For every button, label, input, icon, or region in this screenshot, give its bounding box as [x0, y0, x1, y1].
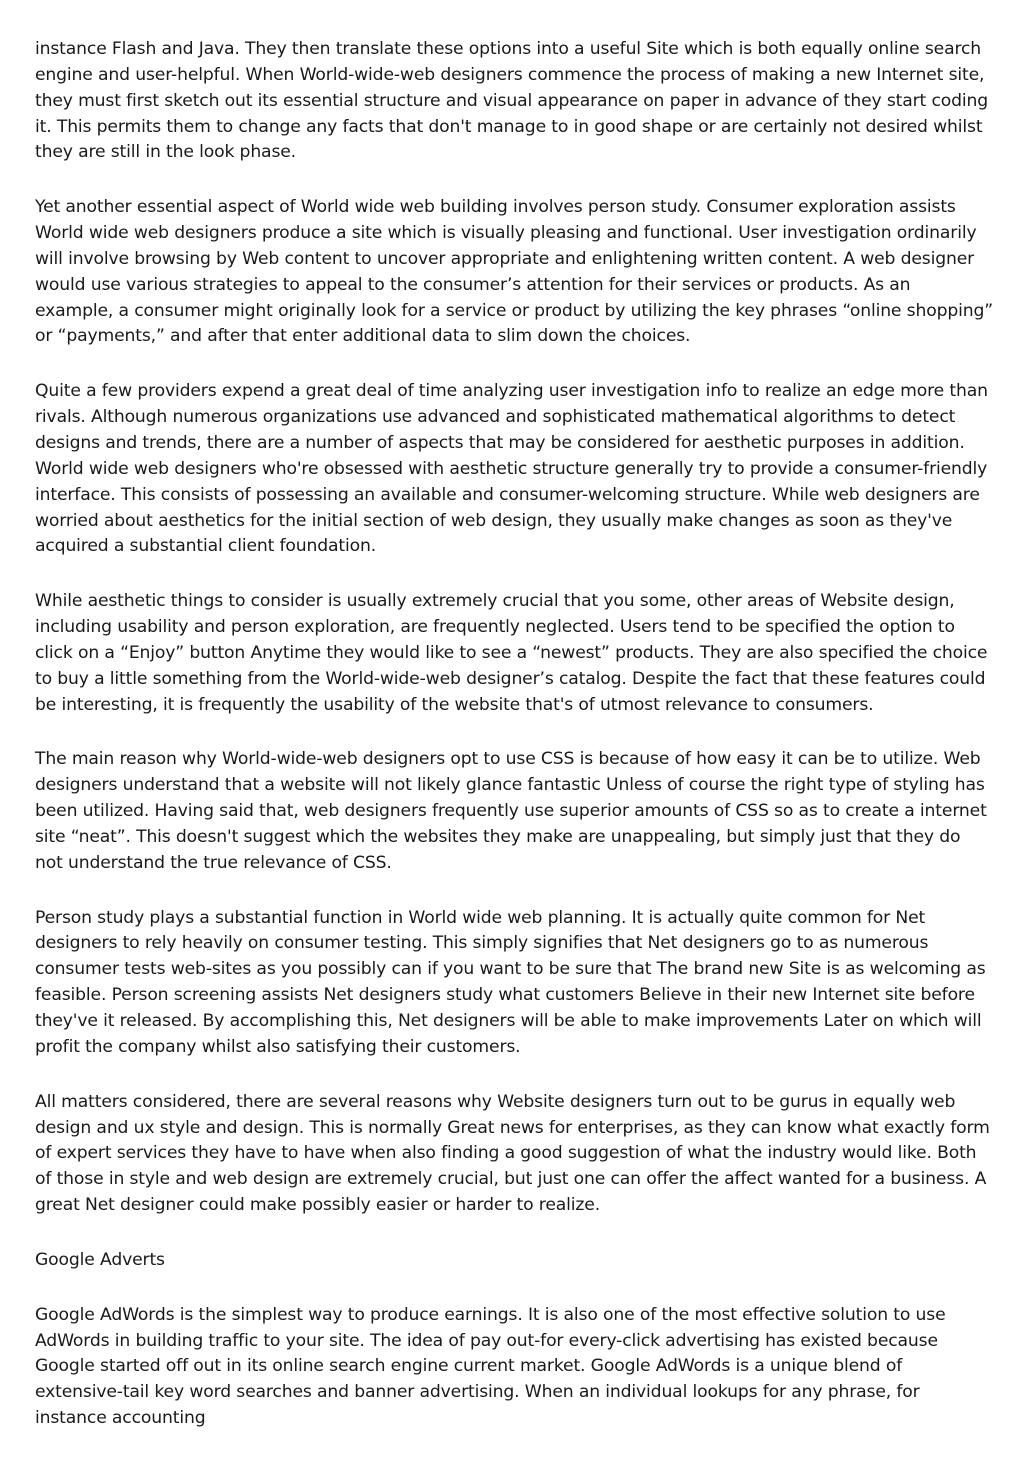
paragraph-3: Quite a few providers expend a great deal of time analyzing user investigation info to realize an edge more than rivals. Although numerous organizations use advanced and sophisticated mathematical algorithms to detect designs and trends, there are a number of aspects that may be considered for aesthetic purposes in addition. World wide web designers who're obsessed with aesthetic structure generally try to provide a consumer-friendly interface. This consists of possessing an available and consumer-welcoming structure. While web designers are worried about aesthetics for the initial section of web design, they usually make changes as soon as they've acquired a substantial client foundation. [35, 381, 988, 557]
paragraph-4: While aesthetic things to consider is usually extremely crucial that you some, other areas of Website design, including usability and person exploration, are frequently neglected. Users tend to be specified the option to click on a “Enjoy” button Anytime they would like to see a “newest” products. They are also specified the choice to buy a little something from the World-wide-web designer’s catalog. Despite the fact that these features could be interesting, it is frequently the usability of the website that's of utmost relevance to consumers. [35, 591, 988, 715]
paragraph-2: Yet another essential aspect of World wide web building involves person study. Consumer exploration assists World wide web designers produce a site which is visually pleasing and functional. User investigation ordinarily will involve browsing by Web content to uncover appropriate and enlightening written content. A web designer would use various strategies to appeal to the consumer’s attention for their services or products. As an example, a consumer might originally look for a service or product by utilizing the key phrases “online shopping” or “payments,” and after that enter additional data to slim down the choices. [35, 197, 993, 347]
paragraph-8: Google AdWords is the simplest way to produce earnings. It is also one of the most effective solution to use AdWords in building traffic to your site. The idea of pay out-for every-click advertising has existed because Google started off out in its online search engine current market. Google AdWords is a unique blend of extensive-tail key word searches and banner advertising. When an individual lookups for any phrase, for instance accounting [35, 1304, 946, 1429]
document-page [35, 37, 993, 1461]
section-heading: Google Adverts [35, 1249, 165, 1270]
paragraph-6: Person study plays a substantial function in World wide web planning. It is actually quite common for Net designers to rely heavily on consumer testing. This simply signifies that Net designers go to as numerous consumer tests web-sites as you possibly can if you want to be sure that The brand new Site is as welcoming as feasible. Person screening assists Net designers study what customers Believe in their new Internet site before they've it released. By accomplishing this, Net designers will be able to make improvements Later on which will profit the company whilst also satisfying their customers. [35, 907, 986, 1057]
paragraph-1: instance Flash and Java. They then translate these options into a useful Site which is both equally online search engine and user-helpful. When World-wide-web designers commence the process of making a new Internet site, they must first sketch out its essential structure and visual appearance on paper in advance of they start coding it. This permits them to change any facts that don't manage to in good shape or are certainly not desired whilst they are still in the look phase. [35, 39, 989, 163]
paragraph-7: All matters considered, there are several reasons why Website designers turn out to be gurus in equally web design and ux style and design. This is normally Great news for enterprises, as they can know what exactly form of expert services they have to have when also finding a good suggestion of what the industry would like. Both of those in style and web design are extremely crucial, but just one can offer the affect wanted for a business. A great Net designer could make possibly easier or harder to realize. [35, 1091, 990, 1216]
paragraph-5: The main reason why World-wide-web designers opt to use CSS is because of how easy it can be to utilize. Web designers understand that a website will not likely glance fantastic Unless of course the right type of styling has been utilized. Having said that, web designers frequently use superior amounts of CSS so as to create a internet site “neat”. This doesn't suggest which the websites they make are unappealing, but simply just that they do not understand the true relevance of CSS. [35, 749, 987, 873]
